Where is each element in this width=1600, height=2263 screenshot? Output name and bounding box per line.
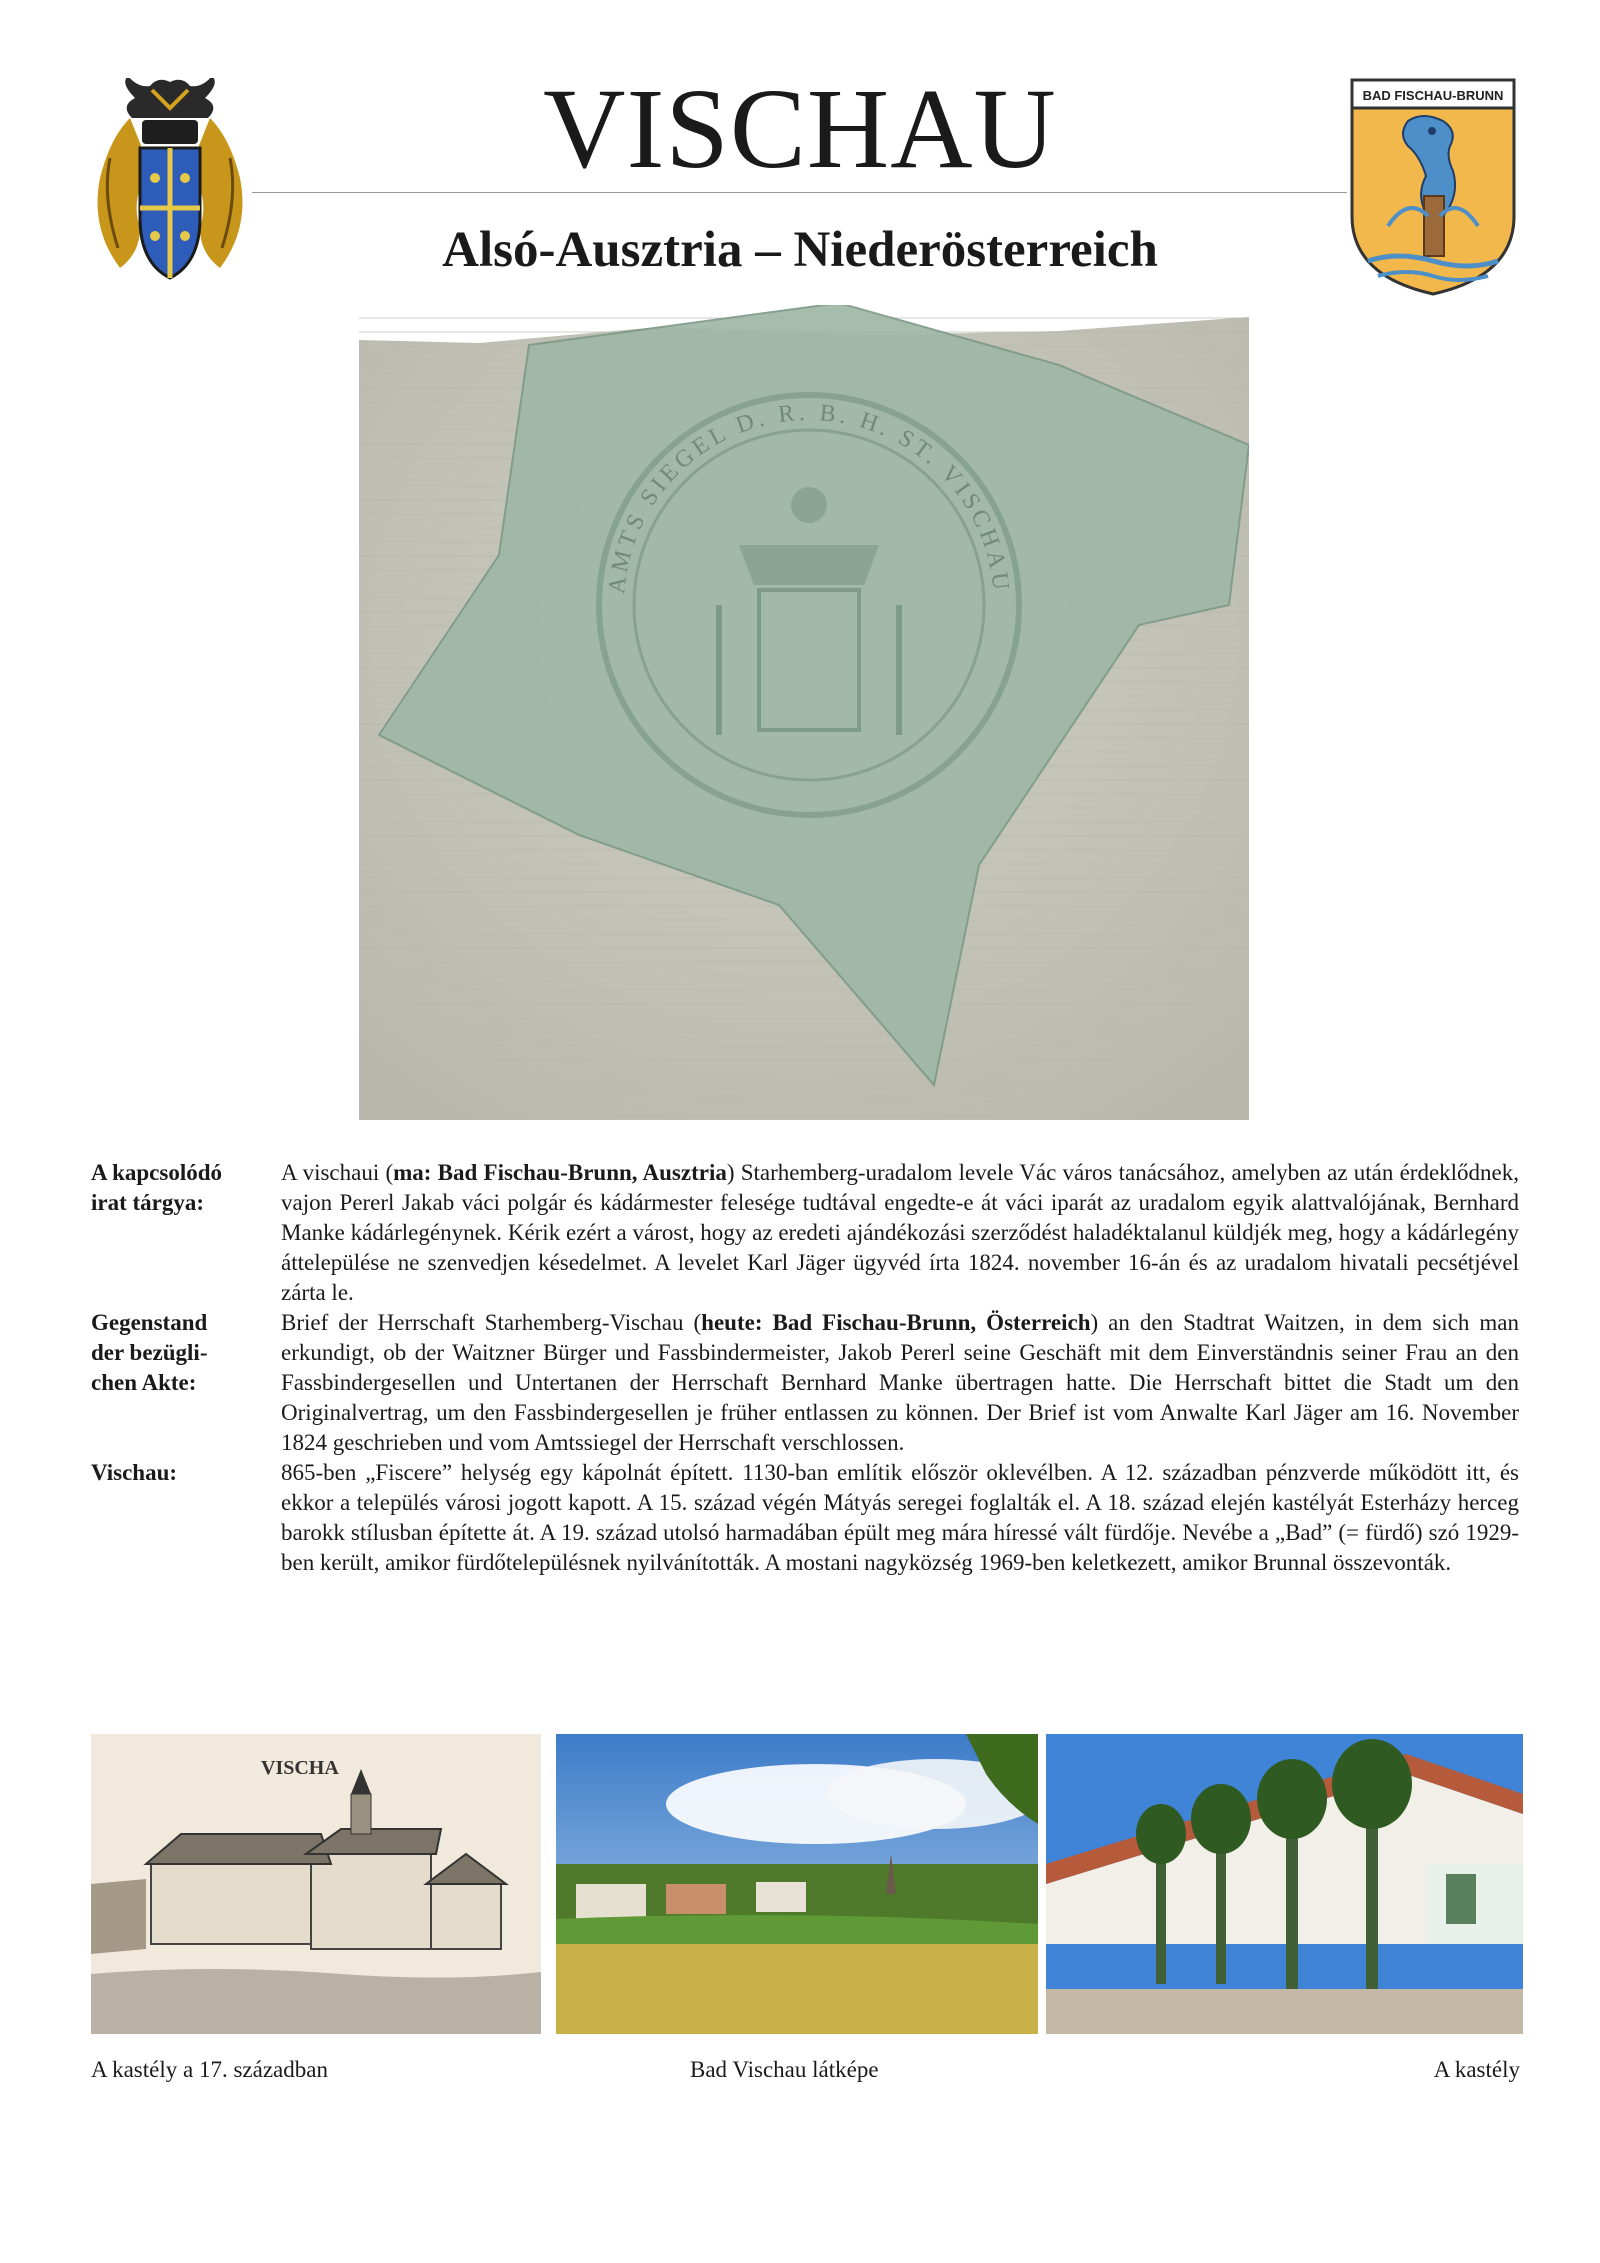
coat-of-arms-right — [1348, 76, 1518, 298]
coat-of-arms-left — [80, 78, 260, 298]
engraving-inscription: VISCHA — [261, 1757, 339, 1779]
caption-landscape: Bad Vischau látképe — [690, 2057, 879, 2082]
info-text-de: Brief der Herrschaft Starhemberg-Vischau (heute: Bad Fischau-Brunn, Österreich) an den Stadtrat Waitzen, in dem sich man erkundigt, ob der Waitzner Bürger und Fassbindermeister, Jakob Pererl seine Geschäft mit dem Einverständnis seiner Frau an den Fassbindergesellen und Untertanen der Herrschaft Bernhard Manke übertragen hatte. Die Herrschaft bittet die Stadt um den Originalvertrag, um den Fassbindergesellen je früher entlassen zu können. Der Brief ist vom Anwalte Karl Jäger am 16. November 1824 geschrieben und vom Amtssiegel der Herrschaft verschlossen. — [281, 1310, 1519, 1455]
seal-photo — [359, 305, 1249, 1120]
photo-castle — [1046, 1734, 1523, 2034]
page-title: VISCHAU — [543, 65, 1057, 192]
photo-landscape — [556, 1734, 1038, 2034]
info-label-de: Gegenstand der bezügli- chen Akte: — [91, 1310, 208, 1395]
info-label-history: Vischau: — [91, 1460, 178, 1485]
page-subtitle: Alsó-Ausztria – Niederösterreich — [442, 222, 1158, 278]
info-row-hu — [91, 1158, 1521, 1308]
info-row-history — [91, 1458, 1521, 1578]
info-text-hu: A vischaui (ma: Bad Fischau-Brunn, Ausztria) Starhemberg-uradalom levele Vác város tanácsához, amelyben az után érdeklődnek, vajon Pererl Jakab váci polgár és kádármester felesége tudtával engedte-e át váci iparát az uradalom egyik alattvalójának, Bernhard Manke kádárlegénynek. Kérik ezért a várost, hogy az eredeti ajándékozási szerződést haladéktalanul küldjék meg, hogy a kádárlegény áttelepülése ne szenvedjen késedelmet. A levelet Karl Jäger ügyvéd írta 1824. november 16-án és az uradalom hivatali pecsétjével zárta le. — [281, 1160, 1520, 1305]
photo-castle-engraving — [91, 1734, 541, 2034]
info-text-history: 865-ben „Fiscere” helység egy kápolnát épített. 1130-ban említik először oklevélben. A 12. században pénzverde működött itt, és ekkor a település városi jogott kapott. A 15. század végén Mátyás seregei foglalták el. A 18. század elején kastélyát Esterházy herceg barokk stílusban építette át. A 19. század utolsó harmadában épült meg mára híressé vált fürdője. Nevébe a „Bad” (= fürdő) szó 1929-ben került, amikor fürdőtelepülésnek nyilvánították. A mostani nagyközség 1969-ben keletkezett, amikor Brunnal összevonták. — [281, 1460, 1519, 1575]
info-row-de — [91, 1308, 1521, 1458]
seal-legend: AMTS SIEGEL D. R. B. H. ST. VISCHAU — [604, 399, 1014, 596]
crest-right-text: BAD FISCHAU-BRUNN — [1362, 88, 1504, 103]
caption-castle: A kastély — [1433, 2057, 1520, 2082]
title-divider — [252, 192, 1347, 193]
info-label-hu: A kapcsolódó irat tárgya: — [91, 1160, 223, 1215]
info-table — [91, 1158, 1521, 1578]
caption-castle-17th-century: A kastély a 17. században — [91, 2057, 328, 2082]
